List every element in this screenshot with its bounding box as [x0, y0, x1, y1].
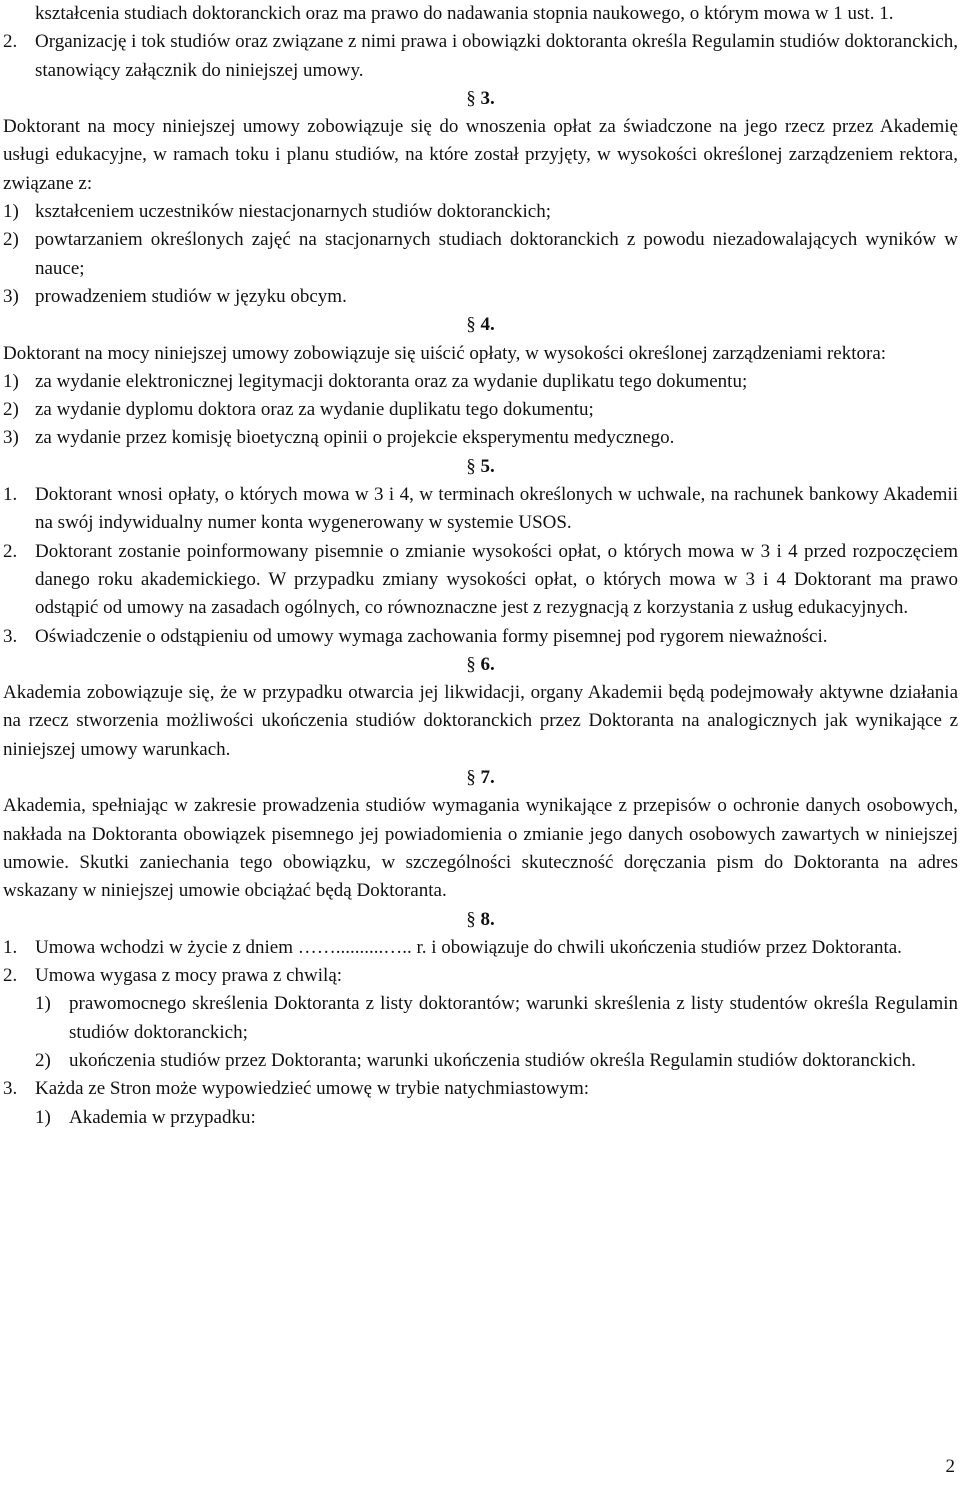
list-item — [3, 424, 958, 452]
item-number: 1) — [3, 370, 19, 392]
item-number: 3) — [3, 285, 19, 307]
sub-list-item — [3, 1047, 958, 1075]
item-text: Oświadczenie o odstąpieniu od umowy wymaga zachowania formy pisemnej pod rygorem nieważności. — [35, 625, 828, 647]
list-item — [3, 962, 958, 990]
item-text: Każda ze Stron może wypowiedzieć umowę w trybie natychmiastowym: — [35, 1078, 589, 1100]
section-4-intro: Doktorant na mocy niniejszej umowy zobowiązuje się uiścić opłaty, w wysokości określonej zarządzeniami rektora: — [3, 342, 887, 364]
section-number: 8. — [480, 908, 495, 930]
item-number: 2) — [3, 229, 19, 251]
section-heading-5 — [3, 453, 958, 481]
item-number: 2. — [3, 31, 18, 53]
paragraph-1-continuation — [3, 0, 958, 28]
item-number: 2. — [3, 540, 18, 562]
item-text: ukończenia studiów przez Doktoranta; warunki ukończenia studiów określa Regulamin studiów doktoranckich. — [69, 1049, 916, 1071]
item-number: 1. — [3, 936, 18, 958]
item-number: 1. — [3, 484, 18, 506]
list-item — [3, 623, 958, 651]
section-number: 3. — [480, 87, 495, 109]
item-number: 1) — [3, 201, 19, 223]
list-item — [3, 934, 958, 962]
section-sign: § — [466, 908, 476, 930]
item-text: powtarzaniem określonych zajęć na stacjonarnych studiach doktoranckich z powodu niezadowalających wyników w nauce; — [35, 229, 958, 279]
item-number: 3. — [3, 625, 18, 647]
item-text: prawomocnego skreślenia Doktoranta z listy doktorantów; warunki skreślenia z listy studentów określa Regulamin studiów doktoranckich; — [69, 993, 958, 1043]
item-number: 1) — [35, 1106, 51, 1128]
list-item — [3, 1075, 958, 1103]
sub-list-item — [3, 990, 958, 1047]
item-text: kształceniem uczestników niestacjonarnych studiów doktoranckich; — [35, 201, 552, 223]
section-heading-8 — [3, 906, 958, 934]
section-sign: § — [466, 653, 476, 675]
list-item — [3, 368, 958, 396]
item-text: za wydanie elektronicznej legitymacji doktoranta oraz za wydanie duplikatu tego dokumentu; — [35, 370, 748, 392]
item-number: 2) — [35, 1049, 51, 1071]
item-number: 3) — [3, 427, 19, 449]
section-heading-7 — [3, 764, 958, 792]
item-number: 2. — [3, 965, 18, 987]
section-3-intro: Doktorant na mocy niniejszej umowy zobowiązuje się do wnoszenia opłat za świadczone na jego rzecz przez Akademię usługi edukacyjne, w ramach toku i planu studiów, na które został przyjęty, w wysokości określonej zarządzeniem rektora, związane z: — [3, 116, 958, 194]
section-6-text: Akademia zobowiązuje się, że w przypadku otwarcia jej likwidacji, organy Akademii będą podejmowały aktywne działania na rzecz stworzenia możliwości ukończenia studiów doktoranckich przez Doktoranta na analogicznych jak wynikające z niniejszej umowy warunkach. — [3, 682, 958, 760]
section-sign: § — [466, 455, 476, 477]
list-item — [3, 396, 958, 424]
list-item — [3, 198, 958, 226]
paragraph-text: Organizację i tok studiów oraz związane z nimi prawa i obowiązki doktoranta określa Regulamin studiów doktoranckich, stanowiący załącznik do niniejszej umowy. — [35, 31, 958, 81]
paragraph-2 — [3, 28, 958, 85]
item-text: Doktorant wnosi opłaty, o których mowa w 3 i 4, w terminach określonych w uchwale, na rachunek bankowy Akademii na swój indywidualny numer konta wygenerowany w systemie USOS. — [35, 484, 958, 534]
item-text: Umowa wchodzi w życie z dniem ……..........….. r. i obowiązuje do chwili ukończenia studiów przez Doktoranta. — [35, 936, 902, 958]
section-sign: § — [466, 767, 476, 789]
section-7-text: Akademia, spełniając w zakresie prowadzenia studiów wymagania wynikające z przepisów o ochronie danych osobowych, nakłada na Doktoranta obowiązek pisemnego jej powiadomienia o zmianie jego danych osobowych zawartych w niniejszej umowie. Skutki zaniechania tego obowiązku, w szczególności skuteczność doręczania pism do Doktoranta na adres wskazany w niniejszej umowie obciążać będą Doktoranta. — [3, 795, 958, 902]
list-item — [3, 226, 958, 283]
section-number: 5. — [480, 455, 495, 477]
list-item — [3, 538, 958, 623]
section-number: 6. — [480, 653, 495, 675]
item-number: 1) — [35, 993, 51, 1015]
section-heading-4 — [3, 311, 958, 339]
item-text: Doktorant zostanie poinformowany pisemnie o zmianie wysokości opłat, o których mowa w 3 i 4 przed rozpoczęciem danego roku akademickiego. W przypadku zmiany wysokości opłat, o których mowa w 3 i 4 Doktorant ma prawo odstąpić od umowy na zasadach ogólnych, co równoznaczne jest z rezygnacją z korzystania z usług edukacyjnych. — [35, 540, 958, 619]
item-text: prowadzeniem studiów w języku obcym. — [35, 285, 347, 307]
section-heading-3 — [3, 85, 958, 113]
paragraph-text: kształcenia studiach doktoranckich oraz ma prawo do nadawania stopnia naukowego, o którym mowa w 1 ust. 1. — [35, 3, 894, 24]
sub-list-item — [3, 1104, 958, 1132]
section-heading-6 — [3, 651, 958, 679]
item-text: Akademia w przypadku: — [69, 1106, 256, 1128]
list-item — [3, 481, 958, 538]
item-number: 2) — [3, 399, 19, 421]
item-text: za wydanie dyplomu doktora oraz za wydanie duplikatu tego dokumentu; — [35, 399, 594, 421]
item-text: Umowa wygasa z mocy prawa z chwilą: — [35, 965, 343, 987]
item-text: za wydanie przez komisję bioetyczną opinii o projekcie eksperymentu medycznego. — [35, 427, 675, 449]
section-number: 4. — [480, 314, 495, 336]
section-sign: § — [466, 87, 476, 109]
section-sign: § — [466, 314, 476, 336]
item-number: 3. — [3, 1078, 18, 1100]
page-number: 2 — [945, 1455, 955, 1477]
section-number: 7. — [480, 767, 495, 789]
list-item — [3, 283, 958, 311]
